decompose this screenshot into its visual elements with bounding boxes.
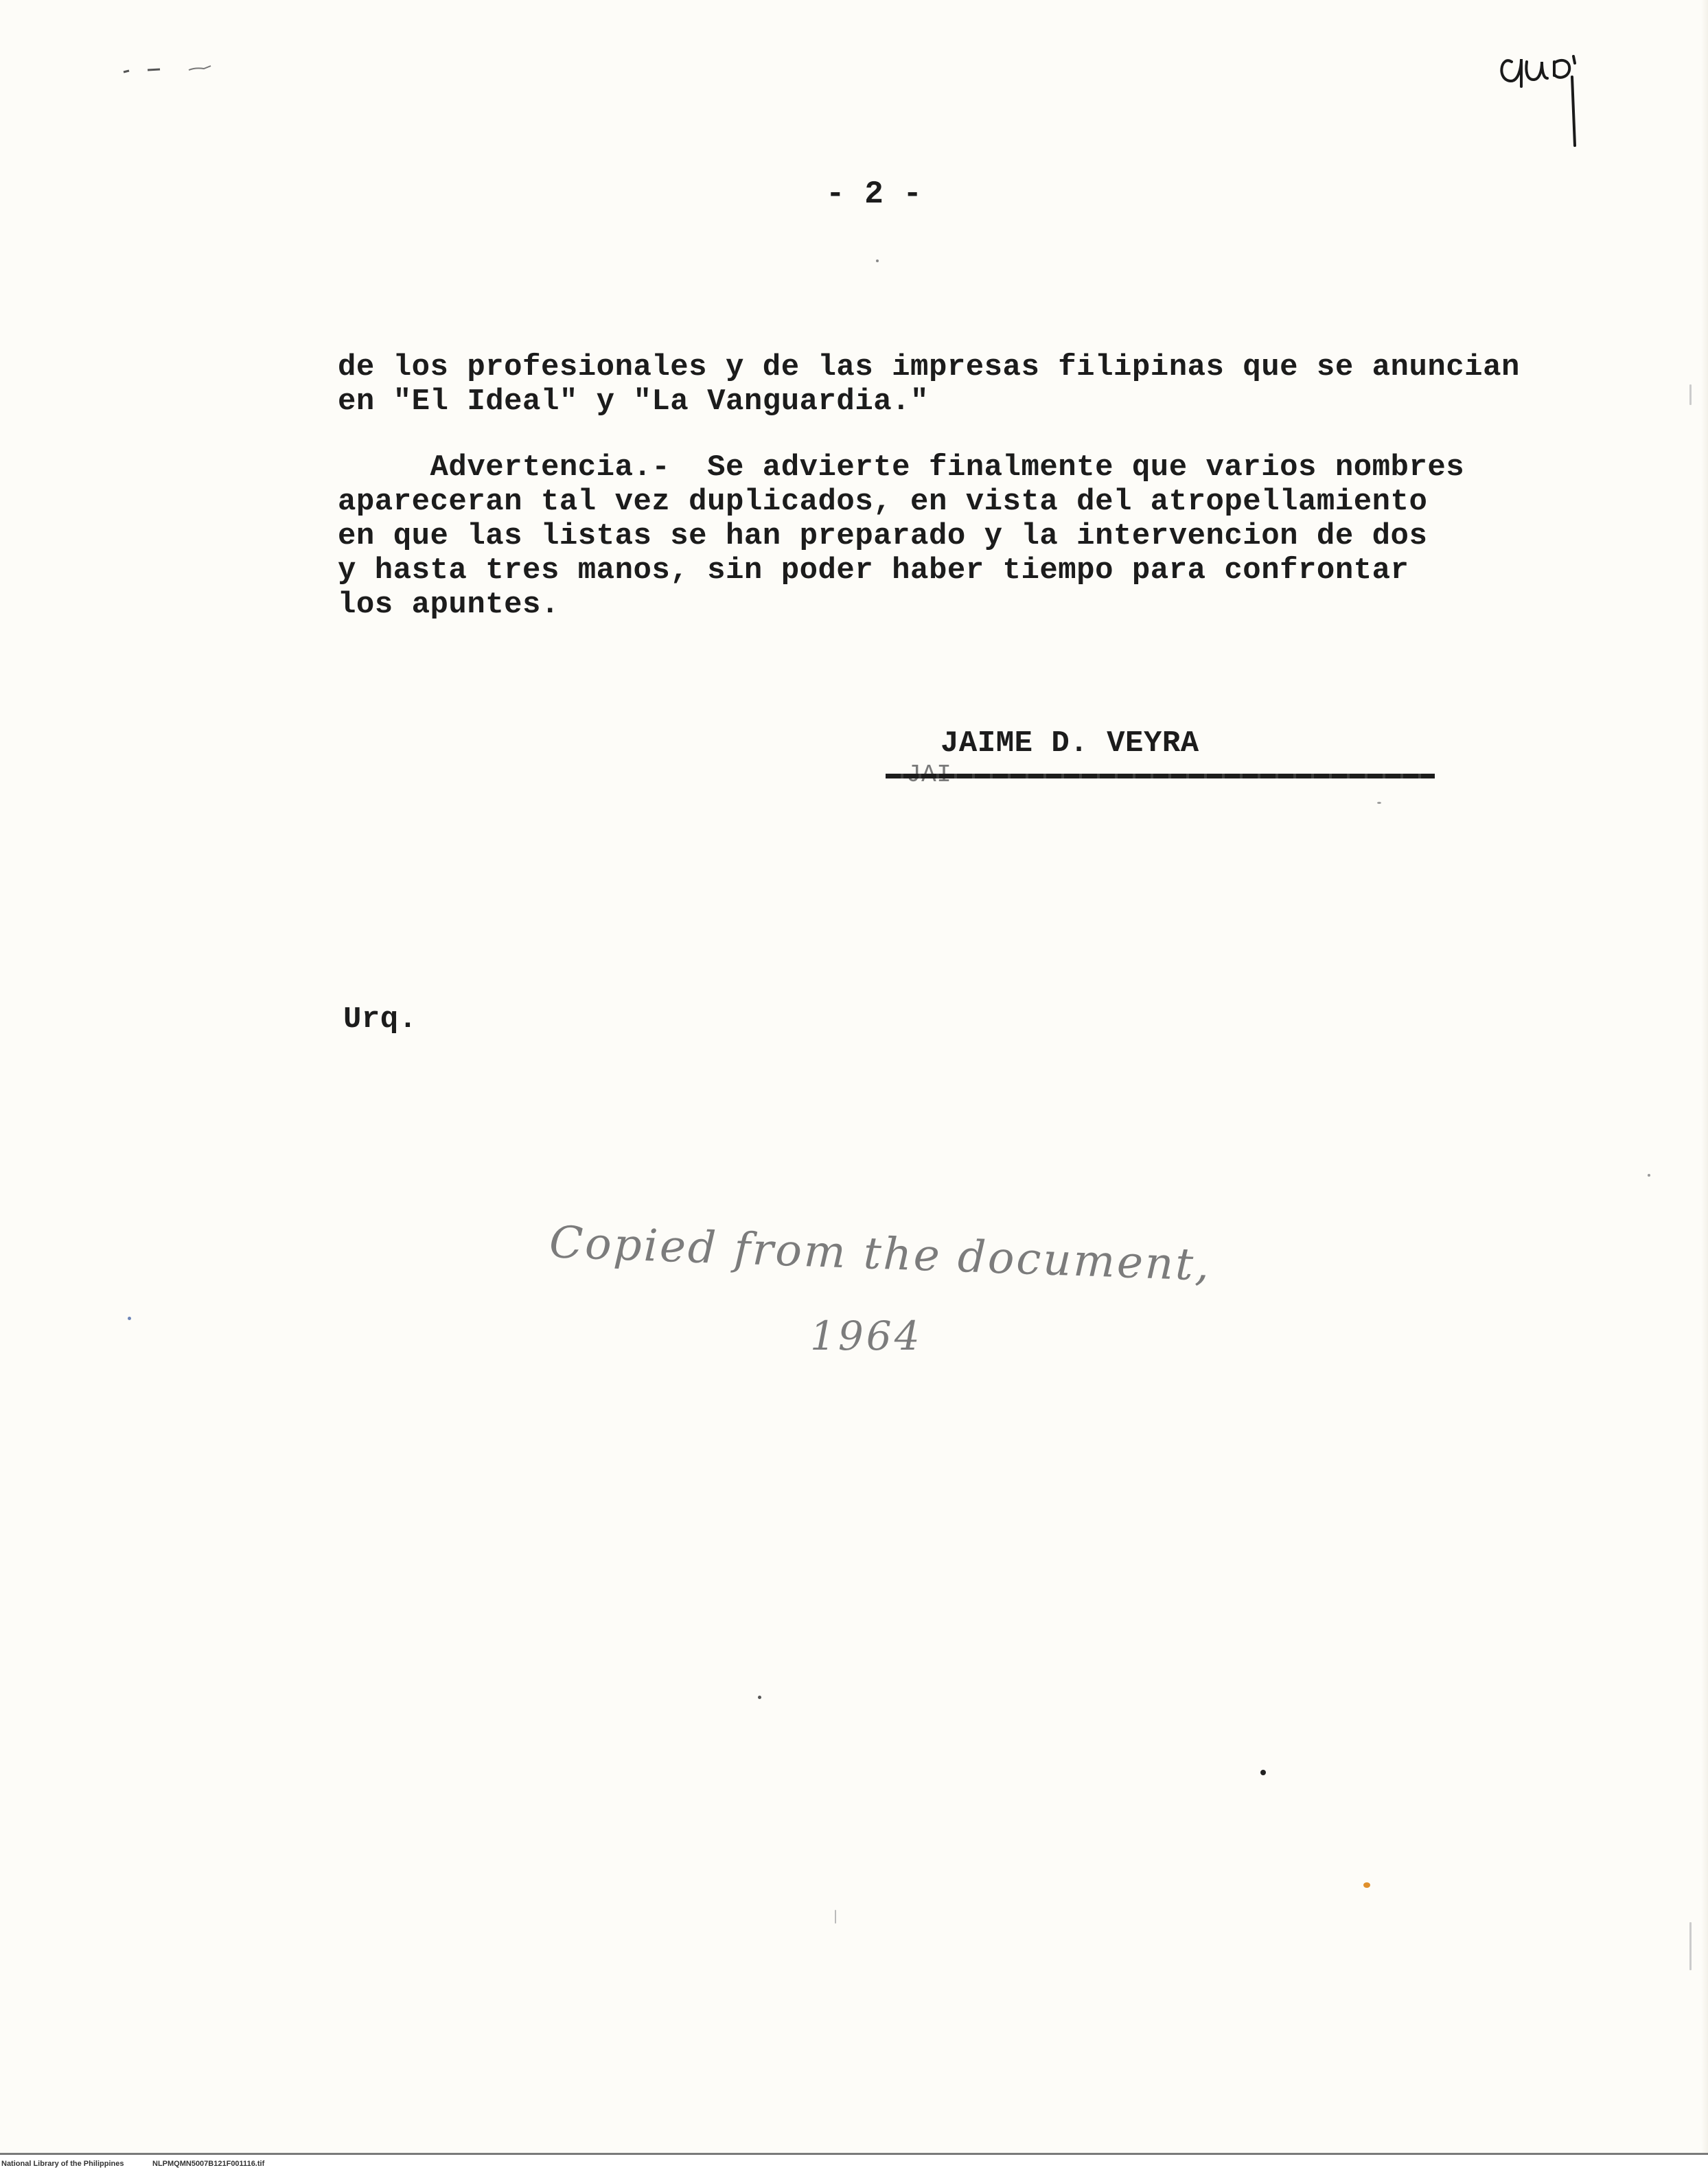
page-number: - 2 -	[826, 176, 923, 212]
body-line: y hasta tres manos, sin poder haber tiempo para confrontar	[338, 553, 1409, 588]
handwritten-dup-mark	[1497, 41, 1600, 151]
scan-speck	[1648, 1174, 1650, 1177]
signature-line	[886, 774, 1435, 778]
scan-speck	[758, 1696, 761, 1699]
body-line: de los profesionales y de las impresas filipinas que se anuncian	[338, 350, 1520, 384]
body-line: apareceran tal vez duplicados, en vista del atropellamiento	[338, 485, 1428, 519]
typist-initials: Urq.	[343, 1002, 417, 1037]
signature-name: JAIME D. VEYRA	[940, 726, 1199, 761]
handwritten-note-line1: Copied from the document,	[549, 1217, 1212, 1291]
scan-speck	[1689, 384, 1692, 405]
footer-filename: NLPMQMN5007B121F001116.tif	[152, 2160, 265, 2168]
scan-speck	[128, 1317, 131, 1320]
body-line: en "El Ideal" y "La Vanguardia."	[338, 384, 929, 419]
advertencia-line: Advertencia.- Se advierte finalmente que varios nombres	[338, 450, 1465, 485]
paper-edge	[1701, 0, 1708, 2156]
body-line: los apuntes.	[338, 588, 559, 622]
scan-speck	[1689, 1922, 1692, 1970]
scan-speck	[1260, 1770, 1266, 1775]
footer-institution: National Library of the Philippines	[1, 2160, 124, 2168]
stray-marks	[117, 62, 240, 82]
scan-speck	[876, 259, 879, 262]
scan-speck	[1363, 1882, 1370, 1888]
body-line: en que las listas se han preparado y la intervencion de dos	[338, 519, 1428, 553]
handwritten-note-line2: 1964	[810, 1313, 923, 1359]
scan-speck	[835, 1910, 836, 1924]
scan-footer	[0, 2153, 1708, 2170]
scan-speck	[1377, 802, 1381, 804]
